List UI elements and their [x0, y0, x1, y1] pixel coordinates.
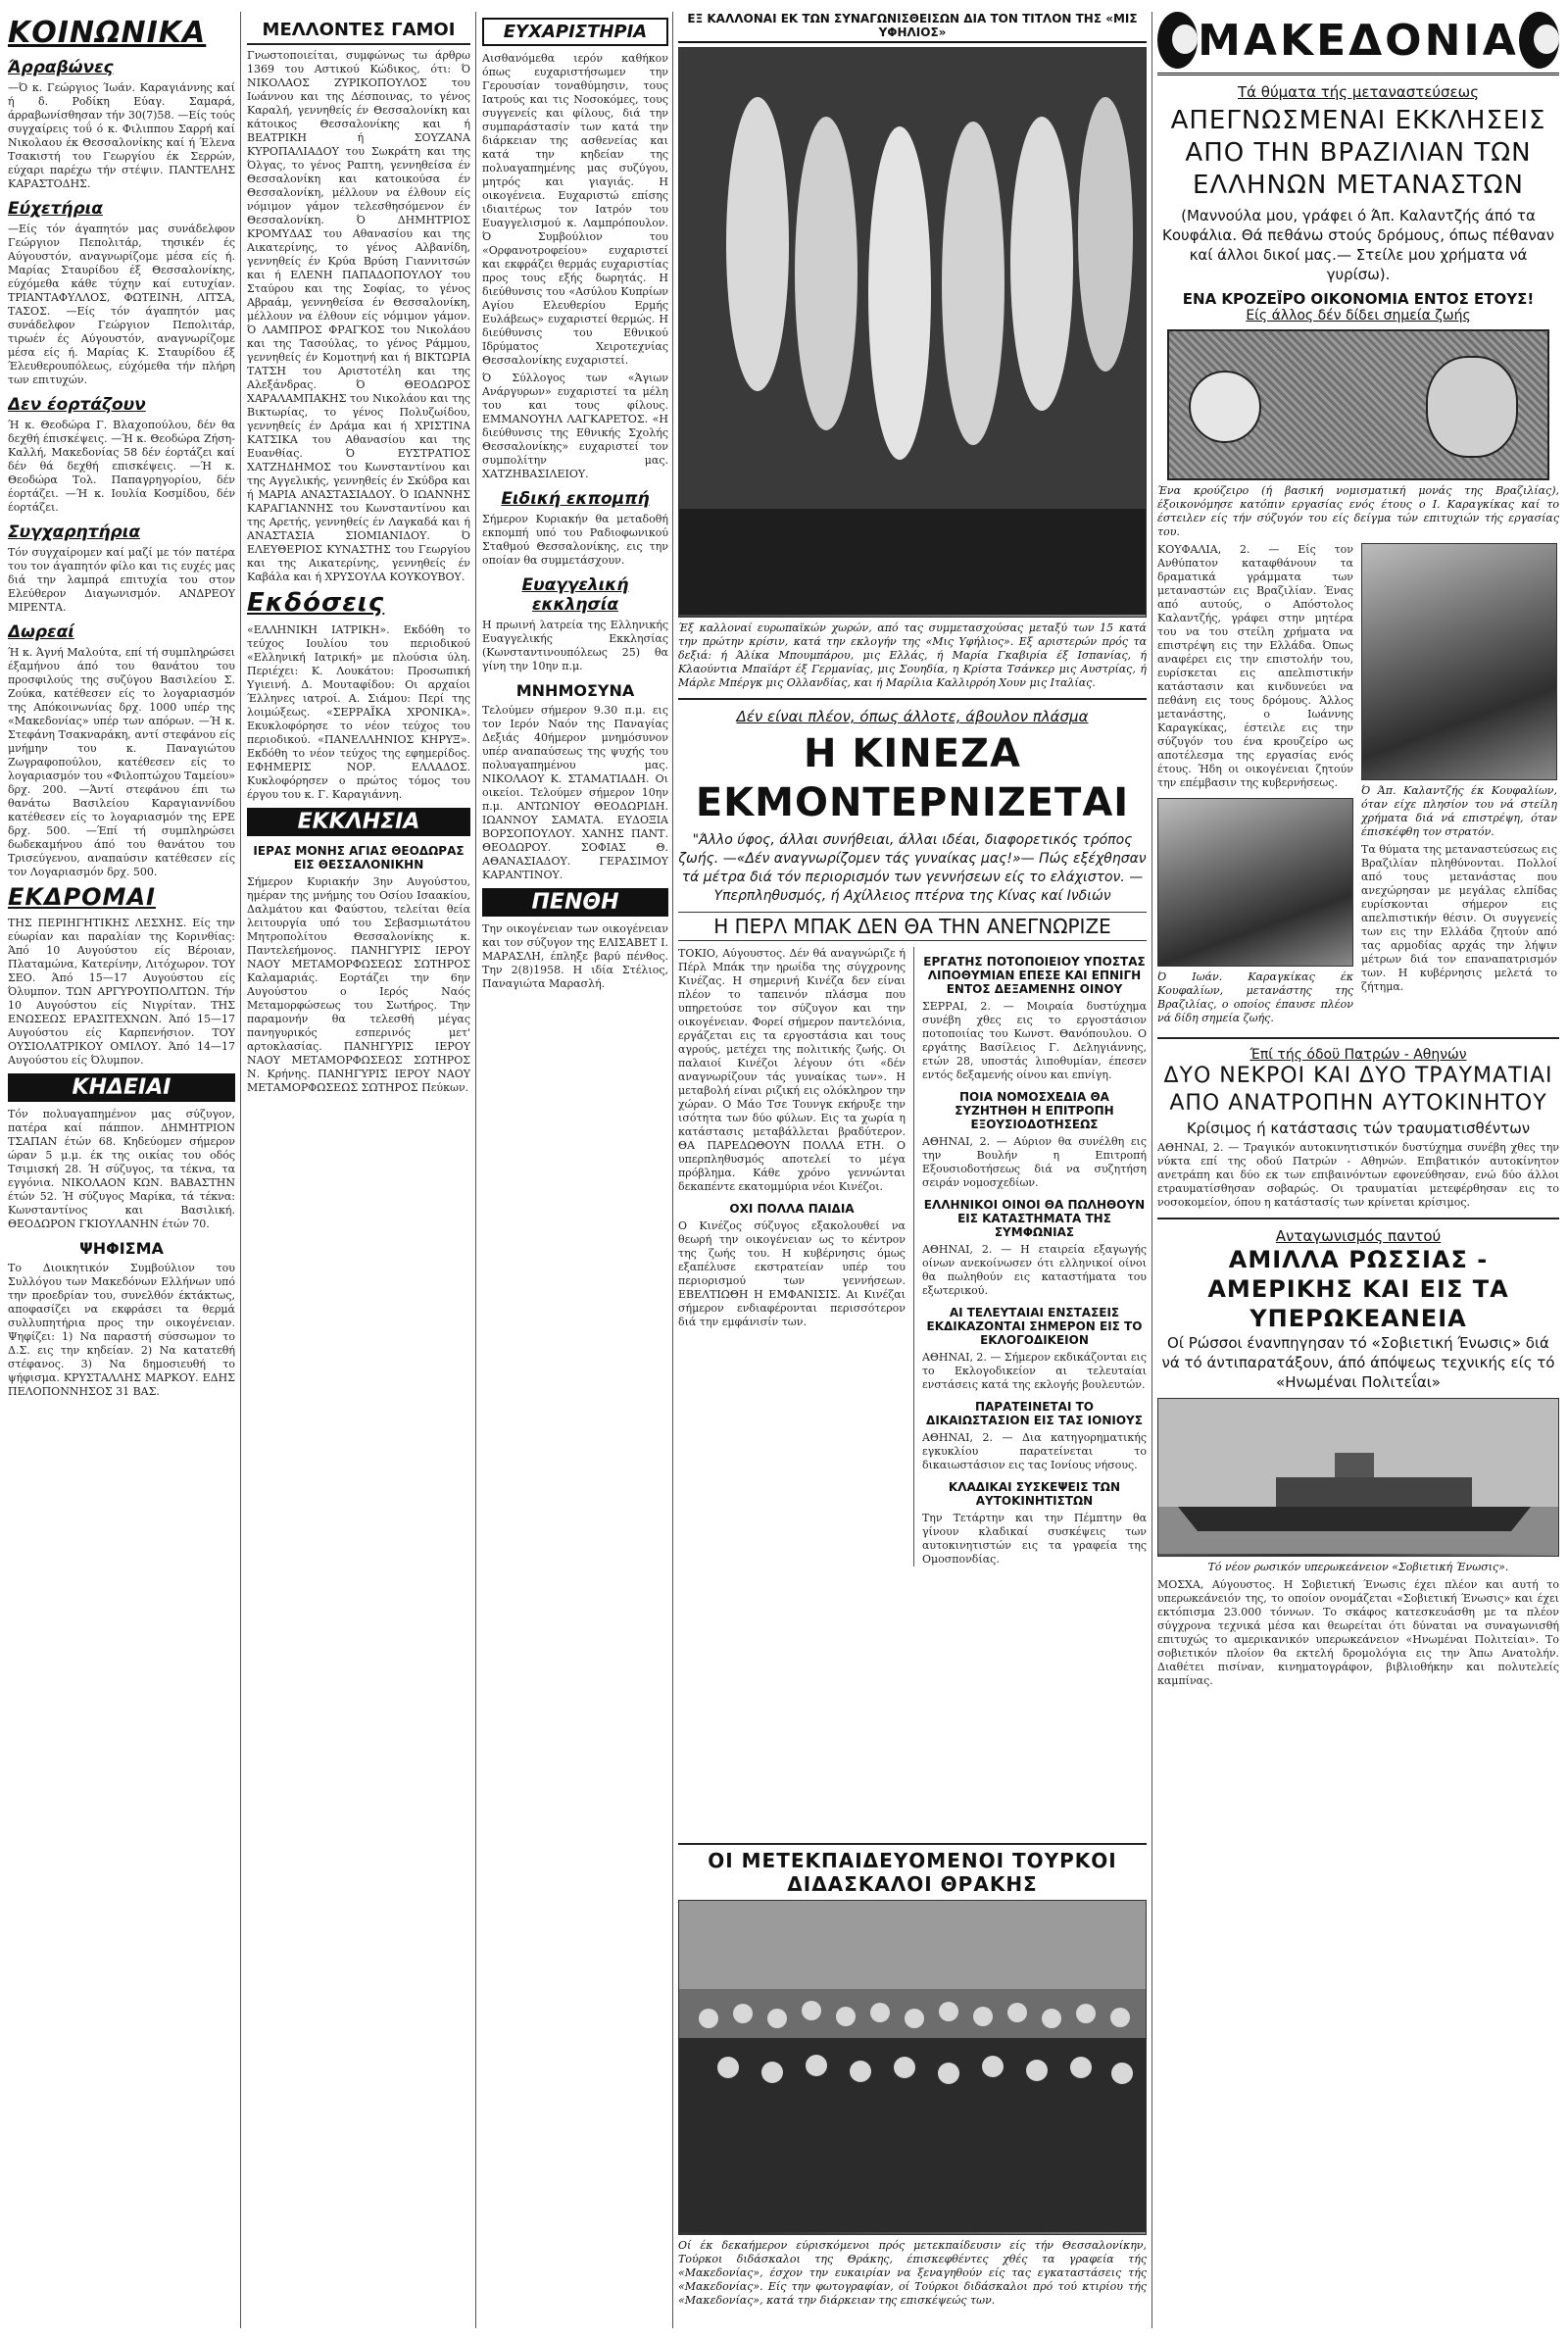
church-text: Σήμερον Κυριακήν 3ην Αυγούστου, ημέραν της μνήμης του Οσίου Ισαακίου, Δαλμάτου και Φαύστου, τελείται θεία λειτουργία υπό του Σεβασμιωτάτου Μητροπολίτου Θεσσαλονίκης κ. Παντελεήμονος. ΠΑΝΗΓΥΡΙΣ ΙΕΡΟΥ ΝΑΟΥ ΜΕΤΑΜΟΡΦΩΣΕΩΣ ΣΩΤΗΡΟΣ Καλαμαριάς. Εορτάζει την 6ην Αυγούστου ο Ιερός Ναός Μεταμορφώσεως του Σωτήρος. Την παραμονήν θα τελεσθή μέγας πανηγυρικός εσπερινός μετ' αρτοκλασίας. ΠΑΝΗΓΥΡΙΣ ΙΕΡΟΥ ΝΑΟΥ ΜΕΤΑΜΟΡΦΩΣΕΩΣ ΣΩΤΗΡΟΣ Ν. Κρήνης. ΠΑΝΗΓΥΡΙΣ ΙΕΡΟΥ ΝΑΟΥ ΜΕΤΑΜΟΡΦΩΣΕΩΣ ΣΩΤΗΡΟΣ Πεύκων. [247, 875, 470, 1094]
banknote-numeral-icon [1189, 371, 1261, 443]
grief-text: Την οικογένειαν των οικογένειαν και τον σύζυγον της ΕΛΙΣΑΒΕΤ Ι. ΜΑΡΑΣΛΗ, έπληξε βαρύ πένθος. Την 2(8)1958. Η ιδία Στέλιος, Παναγιώτα Μαρασλή. [482, 922, 668, 990]
rule [678, 698, 1147, 700]
road-kicker: Έπί τής όδοϋ Πατρών - Αθηνών [1250, 1047, 1467, 1063]
column-thanks [482, 12, 668, 2325]
brief3-title: ΕΛΛΗΝΙΚΟΙ ΟΙΝΟΙ ΘΑ ΠΩΛΗΘΟΥΝ ΕΙΣ ΚΑΤΑΣΤΗΜΑΤΑ ΤΗΣ ΣΥΜΦΩΝΙΑΣ [923, 1198, 1146, 1239]
masthead [1157, 12, 1559, 75]
column-weddings [247, 12, 470, 2325]
china-deck: "Άλλο ύφος, άλλαι συνήθειαι, άλλαι ιδέαι, διαφορετικός τρόπος ζωής. —«Δέν αναγνωρίζομεν τάς γυναίκας μας!»— Πώς εξέχθησαν τά μέτρα διά τόν περιορισμόν των γεννήσεων είς το ελάχιστον. —Υπερπληθυσμός, ή Αχίλλειος πτέρνα της Κίνας καί Ινδιών [678, 832, 1147, 904]
brief3-text: ΑΘΗΝΑΙ, 2. — Η εταιρεία εξαγωγής οίνων ανεκοίνωσεν ότι ελληνικοί οίνοι θα πωληθούν εις καταστήματα του εξωτερικού. [921, 1243, 1147, 1297]
kalantzis-caption: Ό Άπ. Καλαντζής έκ Κουφαλίων, όταν είχε πλησίον του νά στείλη χρήματα διά νά επιστρέψη, όταν έπισκέφθη τον στρατόν. [1361, 784, 1557, 838]
brazil-story: ΚΟΥΦΑΛΙΑ, 2. — Είς τον Ανθύπατον καταφθάνουν τα δραματικά γράμματα των μεταναστών εις Βραζιλίαν. Ένας από αυτούς, ο Απόστολος Καλαντζής, γράφει στην μητέρα του να του στείλη χρήματα να επιστρέψη εις την Ελλάδα. Όπως αναφέρει εις την επιστολήν του, ευρίσκεται εις απελπιστικήν κατάστασιν και κινδυνεύει να πεθάνη εις τους δρόμους. Άλλος μετανάστης, ο Ιωάννης Καραγκίκας, έστειλε εις την σύζυγόν του ένα κρουζείρο ως αποτέλεσμα της εργασίας ενός έτους. Ήδη οι οικογένειαι ζητούν την επέμβασιν της κυβερνήσεως. [1157, 543, 1353, 789]
photo-headline: ΕΞ ΚΑΛΛΟΝΑΙ ΕΚ ΤΩΝ ΣΥΝΑΓΩΝΙΣΘΕΙΣΩΝ ΔΙΑ ΤΟΝ ΤΙΤΛΟΝ ΤΗΣ «ΜΙΣ ΥΦΗΛΙΟΣ» [678, 12, 1147, 43]
briefs-column [922, 947, 1147, 1567]
weddings-text: Γνωστοποιείται, συμφώνως τω άρθρω 1369 του Αστικού Κώδικος, ότι: Ό ΝΙΚΟΛΑΟΣ ΖΥΡΙΚΟΠΟΥΛΟΣ του Ιωάννου και της Δέσποινας, το γένος Καραλή, γεννηθείς έν Θεσσαλονίκη και κάτοικος Θεσσαλονίκης και ή ΒΕΑΤΡΙΚΗ ή ΣΟΥΖΑΝΑ ΚΥΡΟΠΑΛΙΑΔΟΥ του Σωκράτη και της Όλγας, το γένος Ραπτη, γεννηθείσα έν Θεσσαλονίκη και κατοικούσα έν Θεσσαλονίκη, μέλλουν να έλθουν είς νόμιμον γάμον τελεσθησόμενον έν Θεσσαλονίκη. Ό ΔΗΜΗΤΡΙΟΣ ΚΡΟΜΥΔΑΣ του Αθανασίου και της Αικατερίνης, το γένος Αλβανίδη, γεννηθείς έν Κρύα Βρύση Γιαννιτσών και ή ΕΛΕΝΗ ΠΑΠΑΔΟΠΟΥΛΟΥ του Σταύρου και της Σοφίας, το γένος Αβραάμ, γεννηθείσα έν Θεσσαλονίκη, μέλλουν να έλθουν είς νόμιμον γάμον. Ό ΛΑΜΠΡΟΣ ΦΡΑΓΚΟΣ του Νικολάου και της Τασούλας, το γένος Ράμμου, γεννηθείς έν Κομοτηνή και ή ΒΙΚΤΩΡΙΑ ΤΑΤΣΗ του Αριστοτέλη και της Αλεξάνδρας. Ό ΘΕΟΔΩΡΟΣ ΧΑΡΑΛΑΜΠΑΚΗΣ του Νικολάου και της Βικτωρίας, το γένος Πολυζωίδου, γεννηθείς έν Δράμα και ή ΧΡΙΣΤΙΝΑ ΚΑΤΣΙΚΑ του Αθανασίου και της Ευανθίας. Ό ΕΥΣΤΡΑΤΙΟΣ ΧΑΤΖΗΔΗΜΟΣ του Κωνσταντίνου και της Αγγελικής, γεννηθείς έν Σκύδρα και ή ΜΑΡΙΑ ΑΝΑΣΤΑΣΙΑΔΟΥ. Ό ΙΩΑΝΝΗΣ ΚΑΡΑΓΙΑΝΝΗΣ του Κωνσταντίνου και της Αρετής, γεννηθείς έν Λαγκαδά και ή ΑΝΑΣΤΑΣΙΑ ΣΙΟΜΙΑΝΙΔΟΥ. Ό ΕΛΕΥΘΕΡΙΟΣ ΚΥΝΑΣΤΗΣ του Γεωργίου και της Αικατερίνης, γεννηθείς έν Καβάλα και ή ΧΡΥΣΟΥΛΑ ΚΟΥΚΟΥΒΟΥ. [247, 49, 470, 583]
brazil-subhead: ΕΝΑ ΚΡΟΖΕΪΡΟ ΟΙΚΟΝΟΜΙΑ ΕΝΤΟΣ ΕΤΟΥΣ! [1182, 290, 1535, 308]
teachers-block [678, 1843, 1147, 2328]
funerals-title: ΚΗΔΕΙΑΙ [8, 1073, 235, 1102]
brief4-text: ΑΘΗΝΑΙ, 2. — Σήμερον εκδικάζονται εις το Εκλογοδικείον αι τελευταίαι ενστάσεις κατά της εκλογής βουλευτών. [921, 1351, 1147, 1391]
engagements-text: —Ό κ. Γεώργιος Ίωάν. Καραγιάννης καί ή δ. Ροδίκη Εύαγ. Σαμαρά, άρραβωνίσθησαν τήν 30(7)58. —Είς τούς συγχαίρεις τοΰ ό κ. Φιλιππου Σαρρή καί Νικολαου έκ Θεσσαλονίκης καί ή Έλενα Τσακιστή του Γεωργίου έκ Σερρών, εύχαρι παρέχω τήν στέψιν. ΠΑΝΤΕΛΗΣ ΚΑΡΑΣΤΟΔΗΣ. [8, 81, 235, 190]
brief6-title: ΚΛΑΔΙΚΑΙ ΣΥΣΚΕΨΕΙΣ ΤΩΝ ΑΥΤΟΚΙΝΗΤΙΣΤΩΝ [948, 1480, 1121, 1508]
ship-caption: Τό νέον ρωσικόν υπερωκεάνειον «Σοβιετική Ένωσις». [1207, 1561, 1509, 1573]
grief-title: ΠΕΝΘΗ [482, 888, 668, 917]
banknote-portrait-icon [1426, 356, 1518, 458]
evangelical-text: Η πρωινή λατρεία της Ελληνικής Ευαγγελικής Εκκλησίας (Κωνσταντινουπόλεως 25) θα γίνη την 10ην π.μ. [482, 619, 668, 672]
brazil-headline: ΑΠΕΓΝΩΣΜΕΝΑΙ ΕΚΚΛΗΣΕΙΣ ΑΠΟ ΤΗΝ ΒΡΑΖΙΛΙΑΝ ΤΩΝ ΕΛΛΗΝΩΝ ΜΕΤΑΝΑΣΤΩΝ [1170, 106, 1546, 200]
china-kicker: Δέν είναι πλέον, όπως άλλοτε, άβουλον πλάσμα [736, 708, 1089, 725]
nameday-title: Δεν έορτάζουν [8, 395, 146, 415]
column-social [8, 12, 235, 2325]
brief1-text: ΣΕΡΡΑΙ, 2. — Μοιραία δυστύχημα συνέβη χθες εις το εργοστάσιον ποτοποιίας του Κωνστ. Θανόπουλου. Ο εργάτης Βασίλειος Γ. Δεληγιάννης, ετών 28, υποστάς λιποθυμίαν, έπεσεν εντός δεξαμενής οίνου και επνίγη. [921, 1000, 1147, 1081]
china-subhead: Η ΠΕΡΛ ΜΠΑΚ ΔΕΝ ΘΑ ΤΗΝ ΑΝΕΓΝΩΡΙΖΕ [678, 912, 1147, 941]
brief1-title: ΕΡΓΑΤΗΣ ΠΟΤΟΠΟΙΕΙΟΥ ΥΠΟΣΤΑΣ ΛΙΠΟΘΥΜΙΑΝ ΕΠΕΣΕ ΚΑΙ ΕΠΝΙΓΗ ΕΝΤΟΣ ΔΕΞΑΜΕΝΗΣ ΟΙΝΟΥ [923, 955, 1146, 996]
road-headline: ΔΥΟ ΝΕΚΡΟΙ ΚΑΙ ΔΥΟ ΤΡΑΥΜΑΤΙΑΙ ΑΠΟ ΑΝΑΤΡΟΠΗΝ ΑΥΤΟΚΙΝΗΤΟΥ [1163, 1064, 1553, 1116]
congrats-title: Συγχαρητήρια [8, 522, 141, 542]
excursions-title: ΕΚΔΡΟΜΑΙ [8, 883, 156, 911]
road-deck: Κρίσιμος ή κατάστασις τών τραυματισθέντων [1186, 1119, 1531, 1137]
race-deck: Οί Ρώσσοι ένανπηγησαν τό «Σοβιετική Ένωσις» διά νά τό άντιπαρατάξουν, άπό άπόψεως τεχνικής είς τό «Ηνωμέναι Πολιτεΐαι» [1161, 1334, 1555, 1391]
brazil-body [1157, 543, 1559, 1029]
brief4-title: ΑΙ ΤΕΛΕΥΤΑΙΑΙ ΕΝΣΤΑΣΕΙΣ ΕΚΔΙΚΑΖΟΝΤΑΙ ΣΗΜΕΡΟΝ ΕΙΣ ΤΟ ΕΚΛΟΓΟΔΙΚΕΙΟΝ [926, 1306, 1143, 1347]
weddings-title: ΜΕΛΛΟΝΤΕΣ ΓΑΜΟΙ [247, 20, 470, 45]
resolution-text: Το Διοικητικόν Συμβούλιον του Συλλόγου των Μακεδόνων Ελλήνων υπό την προεδρίαν του, συνελθόν έκτάκτως, αποφασίζει να εκφράσει τα θερμά συλλυπητήρια προς την οικογένειαν. Ψηφίζει: 1) Να παραστή σύσσωμον το Δ.Σ. εις την κηδείαν. 2) Να κατατεθή στέφανος. 3) Να δημοσιευθή το ψήφισμα. ΚΡΥΣΤΑΛΛΗΣ ΜΑΡΚΟΥ. ΕΔΗΣ ΠΕΛΟΠΟΝΝΗΣΟΣ 31 ΒΑΣ. [8, 1262, 235, 1398]
ship-silhouette [1158, 1399, 1558, 1554]
wishes-title: Εύχετήρια [8, 199, 103, 219]
banknote-caption: Ένα κρούζειρο (ή βασική νομισματική μονάς της Βραζιλίας), έξοικονόμησε κατόπιν εργασίας ενός έτους ο Ι. Καραγκίκας καί το έστειλεν είς τήν σύζυγόν του είς δείγμα τών επιτυχιών τής εργασίας του. [1157, 484, 1559, 538]
brief6-text: Την Τετάρτην και την Πέμπτην θα γίνουν κλαδικαί συσκέψεις των αυτοκινητιστών εις τα γραφεία της Ομοσπονδίας. [921, 1512, 1147, 1566]
publications-text: «ΕΛΛΗΝΙΚΗ ΙΑΤΡΙΚΗ». Εκδόθη το τεύχος Ιουλίου του περιοδικού «Ελληνική Ιατρική» με πλούσια ύλη. Περιέχει: Κ. Λουκάτου: Προσωπική Υγιεινή. Δ. Μουταφίδου: Οι αρχαίοι Έλληνες ιατροί. Α. Σιάμου: Περί της λοιμώξεως. «ΣΕΡΡΑΪΚΑ ΧΡΟΝΙΚΑ». Εκυκλοφόρησε το νέον τεύχος του περιοδικού. «ΠΑΝΕΛΛΗΝΙΟΣ ΚΗΡΥΞ». Εκδόθη το νέον τεύχος της εφημερίδος. ΕΦΗΜΕΡΙΣ ΝΟΡ. ΕΛΛΑΔΟΣ. Κυκλοφόρησεν ο πρώτος τόμος του έργου του κ. Γ. Καραγιάννη. [247, 623, 470, 801]
donations-text: Ή κ. Άγνή Μαλούτα, επί τή συμπληρώσει έξαμήνου άπό του θανάτου του προσφιλούς της συζύγου Βασιλείου Σ. Ζούκα, κατέθεσεν είς το λογαριασμόν της Απόκοινωνίας δρχ. 1000 υπέρ της «Μακεδονίας» υπέρ των απόρων. —Ή κ. Στεφάνη Τσακναράκη, αντί στεφάνου είς μνήμην του κ. Παναγιώτου Ζωγραφοπούλου, κατέθεσεν είς το λογαριασμόν του «Φιλοπτώχου Ταμείου» δρχ. 200. —Άντί στεφάνου έπι τω θανάτω Βασιλείου Καραγιαννίδου κατέθεσεν είς το λογαριασμόν της ΕΡΕ δρχ. 500. —Έπί τή συμπληρώσει δωδεκαμήνου άπό του θανάτου του Τρισεύγενου, αναπαύσιν κατέθεσεν είς τον Λογαριασμόν δρχ. 500. [8, 646, 235, 878]
column-divider [240, 12, 241, 2328]
cruzeiro-banknote-image [1167, 329, 1549, 480]
china-story: ΤΟΚΙΟ, Αύγουστος. Δέν θά αναγνώριζε ή Πέρλ Μπάκ την ηρωίδα της σύγχρονης Κινέζας. Η σημερινή Κινέζα δεν είναι πλέον το ταπεινόν πλάσμα που υπηρετούσε τον σύζυγον και την οικογένειαν. Φορεί σήμερον παντελόνια, εργάζεται εις τα εργοστάσια και τους αγρούς, μετέχει της πολιτικής ζωής. Οι παλαιοί Κινέζοι λέγουν ότι «δέν αναγνωρίζουν τάς γυναίκας των». Η μεταβολή είναι ριζική εις ολόκληρον την χώραν. Ο Μάο Τσε Τουνγκ εκήρυξε την ισότητα των δύο φύλων. Εις τα χωρία η κατάστασις μεταβάλλεται βραδύτερον. ΘΑ ΠΑΡΕΔΩΘΟΥΝ ΠΟΛΛΑ ΕΤΗ. Ο υπερπληθυσμός αποτελεί το μέγα πρόβλημα. Κάθε χρόνο γεννώνται δεκαπέντε εκατομμύρια νέοι Κινέζοι. [678, 947, 906, 1193]
teachers-caption: Οί έκ δεκαήμερον εύρισκόμενοι πρός μετεκπαίδευσιν είς τήν Θεσσαλονίκην, Τούρκοι διδάσκαλοι της Θράκης, έπισκεφθέντες χθές τα γραφεία τής «Μακεδονίας», έσχον την ευκαιρίαν να ξεναγηθούν είς τας εγκαταστάσεις τής «Μακεδονίας». Είς την φωτογραφίαν, οί Τούρκοι διδάσκαλοι πρό τού κτιρίου τής «Μακεδονίας», κατά την διάρκειαν της επισκέψεώς των. [678, 2239, 1147, 2307]
section-title-social: ΚΟΙΝΩΝΙΚΑ [8, 16, 207, 50]
brief5-title: ΠΑΡΑΤΕΙΝΕΤΑΙ ΤΟ ΔΙΚΑΙΩΣΤΑΣΙΟΝ ΕΙΣ ΤΑΣ ΙΟΝΙΟΥΣ [926, 1400, 1143, 1427]
wishes-text: —Είς τόν άγαπητόν μας συνάδελφον Γεώργιον Πεπολιτάρ, τησικέν ές Αύγουστόν, αναγνωρίζομε μέσα είς ή. Μαρίας Σταυρίδου έξ Θεσσαλονίκης, εύχόμεθα κάθε τύχην καί ευτυχίαν. ΤΡΙΑΝΤΑΦΥΛΛΟΣ, ΦΩΤΕΙΝΗ, ΛΙΤΣΑ, ΤΑΣΟΣ. —Είς τόν άγαπητόν μας συνάδελφον Γεώργιον Πεπολιτάρ, τιρωέν ές Αύγουστόν, αναγνωρίζομε μέσα είς ή. Μαρίας Κ. Σταυρίδου έξ Έλευθερουπόλεως, εύχόμεθα τήν πλήρη των επιτυχών. [8, 223, 235, 386]
thanks-text-2: Ό Σύλλογος των «Άγιων Ανάργυρων» ευχαριστεί τα μέλη του και τους φίλους. ΕΜΜΑΝΟΥΗΛ ΛΑΓΚΑΡΕΤΟΣ. «Η διεύθυνσις της Εθνικής Σχολής Θεσσαλονίκης» ευχαριστεί τον συμπολίτην μας. ΧΑΤΖΗΒΑΣΙΛΕΙΟΥ. [482, 372, 668, 480]
column-divider [475, 12, 476, 2328]
right-column [1157, 12, 1559, 2325]
china-story2-title: ΟΧΙ ΠΟΛΛΑ ΠΑΙΔΙΑ [729, 1202, 855, 1216]
brazil-deck: (Μαννούλα μου, γράφει ό Άπ. Καλαντζής άπό τα Κουφάλια. Θά πεθάνω στούς δρόμους, όπως πέθαναν καί άλλοι δικοί μας.— Στείλε μου χρήματα νά γυρίσω). [1162, 207, 1554, 283]
masthead-right-emblem-icon [1519, 12, 1559, 69]
nameday-text: Ή κ. Θεοδώρα Γ. Βλαχοπούλου, δέν θα δεχθή έπισκέψεις. —Ή κ. Θεοδώρα Ζήση-Καλλή, Μακεδονίας 58 δέν έορτάζει καί δέν θά δεχθή επισκέψεις. —Ή κ. Θεοδώρα Τολ. Παπαγρηγορίου, δέν έορτάζει. —Ή κ. Ιουλία Κοσμίδου, δέν έορτάζει. [8, 419, 235, 514]
teachers-headline: ΟΙ ΜΕΤΕΚΠΑΙΔΕΥΟΜΕΝΟΙ ΤΟΥΡΚΟΙ ΔΙΔΑΣΚΑΛΟΙ ΘΡΑΚΗΣ [708, 1849, 1117, 1896]
memorial-text: Τελούμεν σήμερον 9.30 π.μ. εις τον Ιερόν Ναόν της Παναγίας Δεξιάς 40ήμερον μνημόσυνον υπέρ αναπαύσεως της ψυχής του πολυαγαπημένου μας. ΝΙΚΟΛΑΟΥ Κ. ΣΤΑΜΑΤΙΑΔΗ. Οι οικείοι. Τελούμεν σήμερον 10ην π.μ. ΑΝΤΩΝΙΟΥ ΘΕΟΔΩΡΙΔΗ. ΙΩΑΝΝΟΥ ΣΑΜΑΤΑ. ΕΥΔΟΞΙΑ ΒΟΡΣΟΠΟΥΛΟΥ. ΧΑΝΗΣ ΠΑΝΤ. ΘΕΟΔΩΡΟΥ. ΣΟΦΙΑΣ Θ. ΑΘΑΝΑΣΙΑΔΟΥ. ΓΕΡΑΣΙΜΟΥ ΚΑΡΑΝΤΙΝΟΥ. [482, 704, 668, 881]
brief2-text: ΑΘΗΝΑΙ, 2. — Αύριον θα συνέλθη εις την Βουλήν η Επιτροπή Εξουσιοδοτήσεως διά να συζητήση σειράν νομοσχεδίων. [921, 1135, 1147, 1189]
funerals-text: Τόν πολυαγαπημένον μας σύζυγον, πατέρα καί πάππον. ΔΗΜΗΤΡΙΟΝ ΤΣΑΠΑΝ έτών 68. Κηδεύομεν σήμερον ώραν 5 μ.μ. έκ της οικίας του οδός Τσιμισκή 28. Ή σύζυγος, τα τέκνα, τα εγγόνια. ΝΙΚΟΛΑΟΝ ΚΩΝ. ΒΑΒΑΣΤΗΝ έτών 52. Ή σύζυγος Μαρίκα, τά τέκνα: Κωνσταντίνος και Βασιλική. ΘΕΟΔΩΡΟΝ ΓΚΙΟΥΛΑΝΗΝ έτών 70. [8, 1108, 235, 1230]
column-divider [672, 12, 673, 2328]
pageant-photo [678, 47, 1147, 618]
rule [1157, 1037, 1559, 1039]
evangelical-title: Ευαγγελική εκκλησία [521, 575, 629, 615]
road-text: ΑΘΗΝΑΙ, 2. — Τραγικόν αυτοκινητιστικόν δυστύχημα συνέβη χθες την νύκτα επί της οδού Πατρών - Αθηνών. Επιβατικόν αυτοκίνητον ανετράπη και δύο εκ των επιβαινόντων εφονεύθησαν, ενώ δύο άλλοι ετραυματίσθησαν σοβαρώς. Οι τραυματίαι μετεφέρθησαν εις το νοσοκομείον, όπου η κατάστασίς των κρίνεται κρίσιμος. [1157, 1141, 1559, 1209]
masthead-title: ΜΑΚΕΔΟΝΙΑ [1198, 15, 1519, 66]
engagements-title: Άρραβώνες [8, 58, 114, 77]
publications-title: Εκδόσεις [247, 588, 385, 618]
ship-photo [1157, 1398, 1559, 1557]
china-body [678, 947, 1147, 1567]
brazil-subhead-2: Είς άλλος δέν δίδει σημεία ζωής [1246, 308, 1471, 323]
teachers-group-silhouettes [679, 1901, 1146, 2232]
race-kicker: Ανταγωνισμός παντού [1275, 1227, 1442, 1245]
congrats-text: Τόν συγχαίρομεν καί μαζί με τόν πατέρα του τον άγαπητόν φίλο και τις ευχές μας διά την λαμπρά επιτυχία του στον Ελεύθερον Διαγωνισμόν. ΑΝΔΡΕΟΥ ΜΙΡΕΝΤΑ. [8, 546, 235, 614]
brazil-story-column [1157, 543, 1353, 1029]
pageant-contestants-silhouettes [679, 48, 1146, 615]
church-subtitle: ΙΕΡΑΣ ΜΟΝΗΣ ΑΓΙΑΣ ΘΕΟΔΩΡΑΣ ΕΙΣ ΘΕΣΣΑΛΟΝΙΚΗΝ [253, 844, 465, 871]
broadcast-text: Σήμερον Κυριακήν θα μεταδοθή εκπομπή υπό του Ραδιοφωνικού Σταθμού Θεσσαλονίκης, εις την οποίαν θα συμμετάσχουν. [482, 513, 668, 567]
kalantzis-photo [1361, 543, 1557, 780]
china-headline: Η ΚΙΝΕΖΑ ΕΚΜΟΝΤΕΡΝΙΖΕΤΑΙ [695, 731, 1130, 825]
pageant-caption: Έξ καλλοναί ευρωπαϊκών χωρών, από τας συμμετασχούσας μεταξύ των 15 κατά την πρώτην κρίσιν, κατά την εκλογήν της «Μις Υφήλιος». Εξ αριστερών πρός τα δεξιά: ή Άλίκα Μπουμπάρου, μις Ελλάς, ή Μαρία Γκαβιρία έξ Ισπανίας, ή Κλαούντια Μπαϊάρτ έξ Γερμανίας, μις Σουηδία, η Κρίστα Τσάνκερ μις Αυστρίας, ή Μάρλε Μπέργκ μις Ολλανδίας, και ή Μαρίλια Καλλιρρόη Χουν μις Ιταλίας. [678, 622, 1147, 689]
masthead-left-emblem-icon [1157, 12, 1198, 69]
brazil-photo-column [1361, 543, 1557, 1029]
karagkikas-caption: Ό Ιωάν. Καραγκίκας έκ Κουφαλίων, μετανάστης της Βραζιλίας, ο οποίος έπαυσε πλέον νά δίδη σημεία ζωής. [1157, 970, 1353, 1024]
donations-title: Δωρεαί [8, 622, 74, 642]
race-headline: ΑΜΙΛΛΑ ΡΩΣΣΙΑΣ - ΑΜΕΡΙΚΗΣ ΚΑΙ ΕΙΣ ΤΑ ΥΠΕΡΩΚΕΑΝΕΙΑ [1207, 1246, 1509, 1332]
race-text: ΜΟΣΧΑ, Αύγουστος. Η Σοβιετική Ένωσις έχει πλέον και αυτή το υπερωκεάνειόν της, το οποίον ονομάζεται «Σοβιετική Ένωσις» και έχει εκτόπισμα 23.000 τόννων. Το σκάφος κατεσκευάσθη με τα πλέον σύγχρονα τεχνικά μέσα και θεωρείται ότι δύναται να συναγωνισθή επιτυχώς το αμερικανικόν υπερωκεάνειον «Ηνωμέναι Πολιτείαι». Το σοβιετικόν πλοίον θα εκτελή δρομολόγια εις την Άπω Ανατολήν. Διαθέτει πισίναν, κινηματογράφον, βιβλιοθήκην και πολυτελείς καμπίνας. [1157, 1578, 1559, 1687]
china-story-column [678, 947, 906, 1567]
excursions-text: ΤΗΣ ΠΕΡΙΗΓΗΤΙΚΗΣ ΛΕΣΧΗΣ. Είς την εύωρίαν και παραλίαν της Κορινθίας: Άπό 10 Αυγούστου είς Βέροιαν, Πλαταμώνα, Κατερίνην, Λιτόχωρον. ΤΟΥ ΣΕΟ. Άπό 15—17 Αυγούστου είς Όλυμπον. ΤΩΝ ΑΡΓΥΡΟΥΠΟΛΙΤΩΝ. Τήν 10 Αυγούστου είς Νιγρίταν. ΤΗΣ ΕΝΩΣΕΩΣ ΕΡΑΣΙΤΕΧΝΩΝ. Άπό 15—17 Αυγούστου είς Καρπενήσιον. ΤΟΥ ΟΥΣΙΟΛΑΤΡΙΚΟΥ ΟΜΙΛΟΥ. Άπό 14—17 Αυγούστου είς Όλυμπον. [8, 917, 235, 1067]
rule [678, 1843, 1147, 1845]
brazil-story-2: Τα θύματα της μεταναστεύσεως εις Βραζιλίαν πληθύνονται. Πολλοί από τους μετανάστας που ανεχώρησαν με μεγάλας ελπίδας ευρίσκονται σήμερον εις απελπιστικήν θέσιν. Οι συγγενείς των εις την Ελλάδα ζητούν από τας αρμοδίας αρχάς την λήψιν μέτρων διά τον επαναπατρισμόν των. Η κυβέρνησις μελετά το ζήτημα. [1361, 843, 1557, 993]
column-divider [913, 947, 914, 1567]
brief5-text: ΑΘΗΝΑΙ, 2. — Δια κατηγορηματικής εγκυκλίου παρατείνεται το δικαιωστάσιον εις τας Ιονίους νήσους. [921, 1431, 1147, 1471]
broadcast-title: Ειδική εκπομπή [501, 489, 650, 509]
karagkikas-photo [1157, 798, 1353, 967]
brief2-title: ΠΟΙΑ ΝΟΜΟΣΧΕΔΙΑ ΘΑ ΣΥΖΗΤΗΘΗ Η ΕΠΙΤΡΟΠΗ ΕΞΟΥΣΙΟΔΟΤΗΣΕΩΣ [955, 1090, 1114, 1131]
china-story2: Ο Κινέζος σύζυγος εξακολουθεί να θεωρή την οικογένειαν ως το κέντρον της ζωής του. Η κυβέρνησις όμως εξαπέλυσε εκστρατείαν υπέρ του περιορισμού των γεννήσεων. ΕΒΕΛΤΙΩΘΗ Η ΕΜΦΑΝΙΣΙΣ. Αι Κινέζαι σήμερον ενδιαφέρονται περισσότερον διά την εμφάνισίν των. [678, 1219, 906, 1328]
resolution-title: ΨΗΦΙΣΜΑ [79, 1239, 164, 1258]
church-title: ΕΚΚΛΗΣΙΑ [247, 808, 470, 836]
brazil-kicker: Τά θύματα τής μεταναστεύσεως [1237, 83, 1480, 101]
thanks-text: Αισθανόμεθα ιερόν καθήκον όπως ευχαριστήσωμεν την Γερουσίαν τοναθύμησιν, τους Ιατρούς και τις Νοσοκόμες, τους συγγενείς και φίλους, διά την συμπαράστασίν των κατά την διάρκειαν της ασθενείας και κατά την κηδείαν της πολυαγαπημένης μας συζύγου, μητρός και γιαγιάς. Η οικογένεια. Ευχαριστώ επίσης ιδιαιτέρως τον Ιατρόν του Ευαγγελισμού κ. Λαμπρόπουλον. Ό Συμβούλιον του «Ορφανοτροφείου» ευχαριστεί και εκφράζει θερμάς ευχαριστίας προς τους εξής δωρητάς. Η διεύθυνσις του «Ασύλου Κυπρίων Αγίου Ελευθερίου Ερμής Ευλάβεως» ευχαριστεί θερμώς. Η διεύθυνσις του Εθνικού Ιδρύματος Χειροτεχνίας Θεσσαλονίκης ευχαριστεί. [482, 52, 668, 367]
thanks-title: ΕΥΧΑΡΙΣΤΗΡΙΑ [482, 18, 668, 46]
memorial-title: ΜΝΗΜΟΣΥΝΑ [515, 681, 635, 700]
rule [1157, 1218, 1559, 1219]
teachers-photo [678, 1900, 1147, 2235]
